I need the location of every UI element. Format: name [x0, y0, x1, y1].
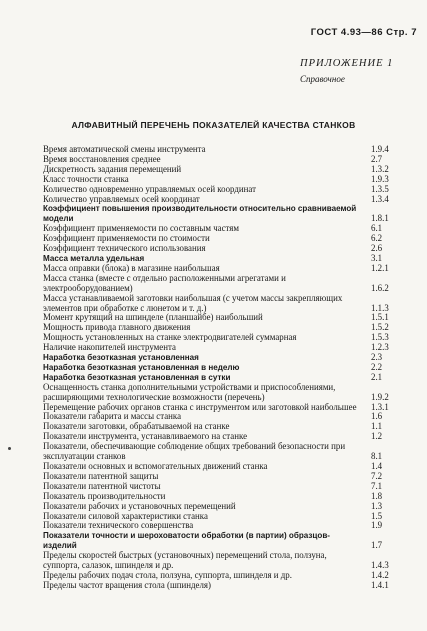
- index-entry-text: Коэффициент повышения производительности относительно сравниваемой модели: [43, 204, 357, 224]
- index-entry-text: Показатели патентной чистоты: [43, 480, 161, 491]
- index-entry-text: Масса металла удельная: [43, 253, 145, 263]
- index-entry-code: 1.6.2: [371, 282, 389, 293]
- index-entry-text: Мощность привода главного движения: [43, 322, 191, 333]
- index-entry-text: Показатели силовой характеристики станка: [43, 510, 208, 521]
- index-entry-code: 1.5: [371, 510, 383, 521]
- index-entry-code: 1.3.5: [371, 183, 389, 194]
- index-entry: [43, 581, 421, 591]
- index-entry-text: Пределы скоростей быстрых (установочных) перемещений стола, ползуна, суппорта, салазок, шпинделя и др.: [43, 550, 327, 571]
- index-entry: [43, 343, 421, 353]
- appendix-subtitle: Справочное: [300, 74, 345, 84]
- index-entry: [43, 531, 421, 551]
- index-entry-code: 1.5.1: [371, 312, 389, 323]
- index-entry: [43, 204, 421, 224]
- index-entry-text: Коэффициент технического использования: [43, 243, 206, 254]
- index-entry-code: 2.7: [371, 153, 383, 164]
- index-entry-text: Класс точности станка: [43, 173, 129, 184]
- index-entry-code: 1.1: [371, 421, 383, 432]
- index-entry-code: 1.9.4: [371, 144, 389, 154]
- index-entry-text: Наработка безотказная установленная в сутки: [43, 372, 231, 382]
- index-entry-text: Момент крутящий на шпинделе (планшайбе) наибольший: [43, 312, 263, 323]
- index-list: [43, 145, 421, 591]
- index-entry-code: 1.3.2: [371, 163, 389, 174]
- index-entry-code: 6.2: [371, 233, 383, 244]
- index-entry-code: 1.7: [371, 540, 383, 551]
- index-entry-text: Дискретность задания перемещений: [43, 163, 182, 174]
- index-entry-code: 7.1: [371, 480, 383, 491]
- index-entry-code: 7.2: [371, 470, 383, 481]
- index-entry-text: Количество одновременно управляемых осей координат: [43, 183, 256, 194]
- index-entry: [43, 363, 421, 373]
- index-entry-code: 2.3: [371, 352, 383, 363]
- index-entry-code: 2.6: [371, 243, 383, 254]
- index-entry-code: 1.3: [371, 500, 383, 511]
- index-entry-code: 1.9.3: [371, 173, 389, 184]
- index-entry-code: 1.2: [371, 431, 383, 442]
- index-entry-text: Наработка безотказная установленная: [43, 353, 199, 363]
- index-entry: [43, 442, 421, 462]
- index-entry-code: 8.1: [371, 451, 383, 462]
- index-entry-text: Оснащенность станка дополнительными устройствами и приспособлениями, расширяющими технологические возможности (перечень): [43, 381, 336, 402]
- index-entry-code: 1.4.3: [371, 560, 389, 571]
- index-entry-text: Время автоматической смены инструмента: [43, 144, 206, 154]
- page-header: ГОСТ 4.93—86 Стр. 7: [310, 27, 417, 38]
- index-entry-text: Мощность установленных на станке электродвигателей суммарная: [43, 332, 297, 343]
- index-entry-code: 3.1: [371, 252, 383, 263]
- index-entry: [43, 383, 421, 403]
- index-entry-code: 1.4.1: [371, 579, 389, 590]
- index-entry-code: 2.2: [371, 361, 383, 372]
- index-entry-code: 1.9: [371, 520, 383, 531]
- index-entry: [43, 195, 421, 205]
- index-entry-code: 1.4.2: [371, 569, 389, 580]
- index-entry-text: Перемещение рабочих органов станка с инструментом или заготовкой наибольшее: [43, 401, 357, 412]
- index-entry-text: Масса станка (вместе с отдельно расположенными агрегатами и электрооборудованием): [43, 272, 286, 293]
- index-entry-code: 1.4: [371, 461, 383, 471]
- index-entry-text: Показатель производительности: [43, 490, 166, 501]
- index-entry-text: Показатели точности и шероховатости обработки (в партии) образцов-изделий: [43, 531, 331, 551]
- index-entry: [43, 521, 421, 531]
- index-entry-code: 1.8: [371, 490, 383, 501]
- index-entry-text: Время восстановления среднее: [43, 153, 161, 164]
- index-entry-code: 1.2.1: [371, 262, 389, 273]
- index-entry: [43, 353, 421, 363]
- index-entry: [43, 274, 421, 294]
- index-entry-code: 1.6: [371, 411, 383, 422]
- index-entry-text: Показатели габарита и массы станка: [43, 411, 182, 422]
- index-entry-code: 6.1: [371, 223, 383, 234]
- section-title: АЛФАВИТНЫЙ ПЕРЕЧЕНЬ ПОКАЗАТЕЛЕЙ КАЧЕСТВА СТАНКОВ: [71, 120, 356, 130]
- index-entry-text: Показатели заготовки, обрабатываемой на станке: [43, 421, 230, 432]
- index-entry-text: Масса оправки (блока) в магазине наибольшая: [43, 262, 220, 273]
- index-entry-text: Наработка безотказная установленная в неделю: [43, 362, 240, 372]
- appendix-title: ПРИЛОЖЕНИЕ 1: [300, 58, 394, 69]
- index-entry-text: Показатели технического совершенства: [43, 520, 194, 531]
- index-entry-text: Наличие накопителей инструмента: [43, 342, 176, 353]
- index-entry-code: 1.2.3: [371, 342, 389, 353]
- index-entry: [43, 244, 421, 254]
- index-entry-code: 1.5.3: [371, 332, 389, 343]
- index-entry-text: Показатели основных и вспомогательных движений станка: [43, 461, 268, 471]
- index-entry-text: Коэффициент применяемости по составным частям: [43, 223, 239, 234]
- index-entry: [43, 551, 421, 571]
- index-entry-text: Показатели, обеспечивающие соблюдение общих требований безопасности при эксплуатации станков: [43, 441, 346, 462]
- index-entry-code: 1.3.1: [371, 401, 389, 412]
- index-entry-text: Масса устанавливаемой заготовки наибольшая (с учетом массы закрепляющих элементов при обработке с люнетом и т. д.): [43, 292, 343, 313]
- index-entry-text: Показатели рабочих и установочных перемещений: [43, 500, 236, 511]
- index-entry-text: Пределы частот вращения стола (шпинделя): [43, 579, 211, 590]
- index-entry-text: Показатели патентной защиты: [43, 470, 159, 481]
- index-entry-code: 1.3.4: [371, 193, 389, 204]
- index-entry-code: 1.1.3: [371, 302, 389, 313]
- index-entry-text: Пределы рабочих подач стола, ползуна, суппорта, шпинделя и др.: [43, 569, 292, 580]
- index-entry-text: Показатели инструмента, устанавливаемого на станке: [43, 431, 248, 442]
- index-entry: [43, 294, 421, 314]
- index-entry-text: Количество управляемых осей координат: [43, 193, 200, 204]
- index-entry-code: 1.5.2: [371, 322, 389, 333]
- scan-mark: [8, 447, 11, 450]
- index-entry-code: 1.9.2: [371, 391, 389, 402]
- index-entry-text: Коэффициент применяемости по стоимости: [43, 233, 210, 244]
- index-entry-code: 2.1: [371, 371, 383, 382]
- index-entry-code: 1.8.1: [371, 213, 389, 224]
